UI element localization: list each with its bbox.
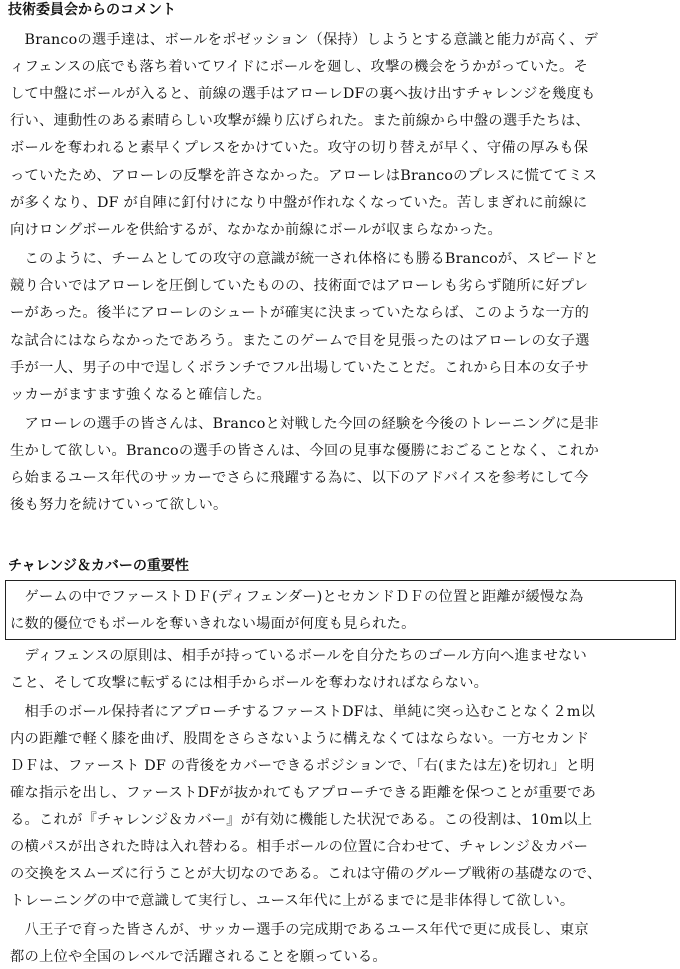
paragraph-line: 確な指示を出し、ファーストDFが抜かれてもアプローチできる距離を保つことが重要であ [10, 785, 597, 801]
paragraph-line: ィフェンスの底でも落ち着いてワイドにボールを廻し、攻撃の機会をうかがっていた。そ [10, 59, 589, 75]
boxed-line: に数的優位でもボールを奪いきれない場面が何度も見られた。 [10, 616, 416, 632]
paragraph-line: の交換をスムーズに行うことが大切なのである。これは守備のグループ戦術の基礎なので、 [10, 866, 602, 882]
paragraph-line: が多くなり、DF が自陣に釘付けになり中盤が作れなくなっていた。苦しまぎれに前線に [10, 195, 588, 211]
paragraph-line: 内の距離で軽く膝を曲げ、股間をさらさないように構えなくてはならない。一方セカンド [10, 731, 590, 747]
paragraph-line: 都の上位や全国のレベルで活躍されることを願っている。 [10, 949, 387, 965]
paragraph-line: な試合にはならなかったであろう。またこのゲームで目を見張ったのはアローレの女子選 [10, 333, 590, 349]
paragraph-line: 後も努力を続けていって欲しい。 [10, 497, 228, 513]
paragraph-line: 八王子で育った皆さんが、サッカー選手の完成期であるユース年代で更に成長し、東京 [10, 922, 589, 938]
paragraph-line: ボールを奪われると素早くプレスをかけていた。攻守の切り替えが早く、守備の厚みも保 [10, 140, 589, 156]
paragraph-line: ＤＦは、ファースト DF の背後をカバーできるポジションで、「右(または左)を切れ」と明 [10, 758, 595, 774]
paragraph-line: ディフェンスの原則は、相手が持っているボールを自分たちのゴール方向へ進ませない [10, 648, 588, 664]
paragraph-line: トレーニングの中で意識して実行し、ユース年代に上がるまでに是非体得して欲しい。 [10, 893, 575, 909]
paragraph-line: の横パスが出された時は入れ替わる。相手ボールの位置に合わせて、チャレンジ＆カバー [10, 839, 589, 855]
boxed-line: ゲームの中でファーストＤＦ(ディフェンダー)とセカンドＤＦの位置と距離が緩慢な為 [10, 589, 584, 605]
paragraph-line: 行い、連動性のある素晴らしい攻撃が繰り広げられた。また前線から中盤の選手たちは、 [10, 113, 590, 129]
paragraph-line: 競り合いではアローレを圧倒していたものの、技術面ではアローレも劣らず随所に好プレ [10, 278, 589, 294]
paragraph-line: る。これが『チャレンジ＆カバー』が有効に機能した状況である。この役割は、10m以上 [10, 812, 593, 828]
paragraph-line: 相手のボール保持者にアプローチするファーストDFは、単純に突っ込むことなく２m以 [10, 704, 596, 720]
paragraph-line: っていたため、アローレの反撃を許さなかった。アローレはBrancoのプレスに慌ててミス [10, 168, 598, 184]
paragraph-line: ッカーがますます強くなると確信した。 [10, 387, 271, 403]
paragraph-line: ら始まるユース年代のサッカーでさらに飛躍する為に、以下のアドバイスを参考にして今 [10, 470, 589, 486]
section-heading-challenge-cover: チャレンジ＆カバーの重要性 [8, 558, 189, 574]
section-heading-technical-committee: 技術委員会からのコメント [8, 2, 176, 18]
paragraph-line: ーがあった。後半にアローレのシュートが確実に決まっていたならば、このような一方的 [10, 305, 590, 321]
paragraph-line: 向けロングボールを供給するが、なかなか前線にボールが収まらなかった。 [10, 222, 503, 238]
paragraph-line: アローレの選手の皆さんは、Brancoと対戦した今回の経験を今後のトレーニングに是非 [10, 416, 599, 432]
paragraph-line: 手が一人、男子の中で逞しくボランチでフル出場していたことだ。これから日本の女子サ [10, 360, 590, 376]
paragraph-line: して中盤にボールが入ると、前線の選手はアローレDFの裏へ抜け出すチャレンジを幾度も [10, 86, 596, 102]
paragraph-line: こと、そして攻撃に転ずるには相手からボールを奪わなければならない。 [10, 675, 489, 691]
paragraph-line: Brancoの選手達は、ボールをポゼッション（保持）しようとする意識と能力が高く、デ [10, 32, 599, 48]
paragraph-line: 生かして欲しい。Brancoの選手の皆さんは、今回の見事な優勝におごることなく、これか [10, 443, 599, 459]
paragraph-line: このように、チームとしての攻守の意識が統一され体格にも勝るBrancoが、スピードと [10, 251, 599, 267]
